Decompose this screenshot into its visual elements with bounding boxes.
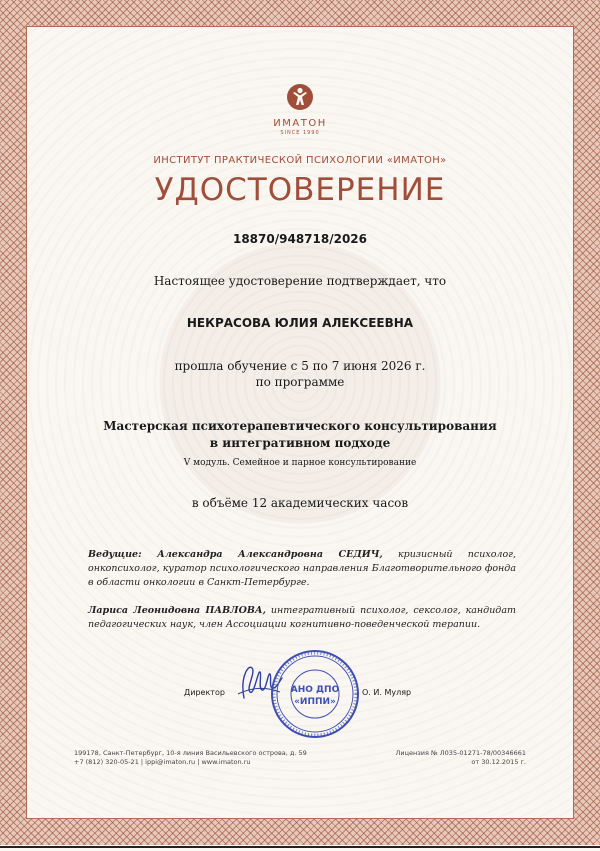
director-name: О. И. Муляр xyxy=(362,688,412,697)
footer-contact-line: +7 (812) 320-05-21 | ippi@imaton.ru | www.imaton.ru xyxy=(74,758,251,766)
study-period-line: прошла обучение с 5 по 7 июня 2026 г. xyxy=(174,359,426,373)
signature-row xyxy=(0,688,600,708)
license-number: Лицензия № Л035-01271-78/00346661 xyxy=(395,749,526,757)
imaton-logo-icon xyxy=(285,82,315,112)
leader-2 xyxy=(88,604,516,632)
logo-name: ИМАТОН xyxy=(273,118,327,129)
module-name: V модуль. Семейное и парное консультирование xyxy=(183,458,417,468)
license-date: от 30.12.2015 г. xyxy=(471,758,526,766)
certificate-number: 18870/948718/2026 xyxy=(232,232,367,246)
program-intro: по программе xyxy=(255,375,345,389)
document-title: УДОСТОВЕРЕНИЕ xyxy=(154,172,446,208)
director-role: Директор xyxy=(184,688,225,697)
confirm-text: Настоящее удостоверение подтверждает, что xyxy=(153,274,447,288)
program-title-line2: в интегративном подходе xyxy=(209,436,391,450)
stamp-line1: АНО ДПО xyxy=(290,685,340,695)
program-title-line1: Мастерская психотерапевтического консультирования xyxy=(103,419,497,433)
footer-contacts xyxy=(74,749,307,767)
leader-1 xyxy=(88,548,516,590)
logo-since: SINCE 1990 xyxy=(280,130,320,136)
person-name: НЕКРАСОВА ЮЛИЯ АЛЕКСЕЕВНА xyxy=(186,316,414,330)
leader-1-label: Ведущие: Александра Александровна СЕДИЧ, xyxy=(88,549,383,560)
leaders-block xyxy=(88,548,516,646)
leader-2-text: интегративный психолог, сексолог, кандидат педагогических наук, член Ассоциации когнитивно-поведенческой терапии. xyxy=(88,605,516,630)
institute-name: ИНСТИТУТ ПРАКТИЧЕСКОЙ ПСИХОЛОГИИ «ИМАТОН» xyxy=(153,155,447,166)
page-bottom-line xyxy=(0,846,600,848)
program-title xyxy=(0,418,600,452)
stamp-line2: «ИППИ» xyxy=(294,697,336,707)
hours-text: в объёме 12 академических часов xyxy=(191,496,409,510)
imaton-logo xyxy=(0,82,600,136)
leader-2-label: Лариса Леонидовна ПАВЛОВА, xyxy=(88,605,266,616)
footer-address: 199178, Санкт-Петербург, 10-я линия Васильевского острова, д. 59 xyxy=(74,749,307,757)
footer-license xyxy=(396,749,526,767)
leader-1-text: кризисный психолог, онкопсихолог, куратор психологического направления Благотворительного фонда в области онкологии в Санкт-Петербурге. xyxy=(88,549,517,588)
study-period xyxy=(0,358,600,390)
